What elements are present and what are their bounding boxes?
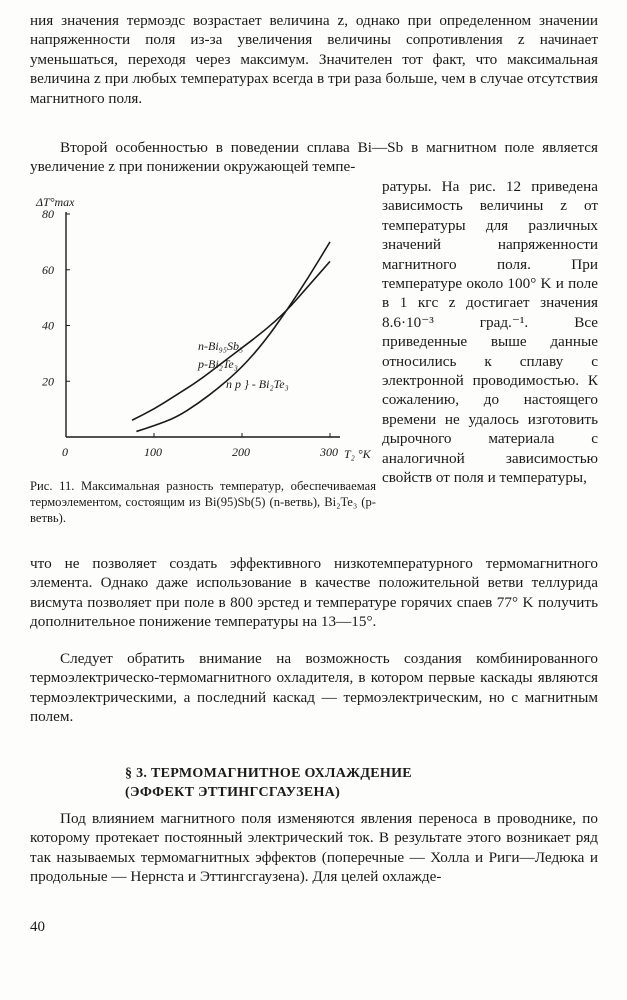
figure-caption xyxy=(30,478,376,526)
figure-11-chart xyxy=(30,192,376,472)
page-number: 40 xyxy=(30,919,45,935)
paragraph-text: ния значения термоэдс возрастает величина z, однако при определенном значении напряженности поля из-за увеличения величины сопротивления z начинает уменьшаться, переходя через максимум. Значителен тот факт, что максимальная величина z при любых температурах всегда в три раза больше, чем в случае отсутствия магнитного поля. xyxy=(30,12,598,107)
x-tick-label: 300 xyxy=(320,445,338,459)
paragraph-text: Второй особенностью в поведении сплава Bi—Sb в магнитном поле является увеличение z при понижении окружающей темпе- xyxy=(30,139,598,176)
caption-text: Рис. 11. Максимальная разность температур, обеспечиваемая термоэлементом, состоящим из Bi(95)Sb(5) (n-ветвь), Bi₂Te₃ (p-ветвь). xyxy=(30,479,376,525)
section-heading xyxy=(125,764,585,802)
series-2-label: n p } - Bi₂Te₃ xyxy=(226,377,289,391)
paragraph-2 xyxy=(30,138,598,177)
x-tick-label: 100 xyxy=(144,445,162,459)
paragraph-1 xyxy=(30,11,598,108)
x-axis-label: T₂ °K xyxy=(344,447,371,461)
y-tick-label: 40 xyxy=(42,318,54,333)
section-heading-line-1: § 3. ТЕРМОМАГНИТНОЕ ОХЛАЖДЕНИЕ xyxy=(125,766,412,781)
paragraph-text: ратуры. На рис. 12 приведена зависимость величины z от температуры для различных значений напряженности магнитного поля. При температуре около 100° K и поле в 1 кгс z достигает значения 8.6·10⁻³ град.⁻¹. Все приведенные выше данные относились к сплаву с электронной проводимостью. К сожалению, до настоящего времени не удалось изготовить дырочного материала с аналогичной зависимостью свойств от поля и температуры, xyxy=(382,178,598,487)
paragraph-text: Следует обратить внимание на возможность создания комбинированного термоэлектрическо-термомагнитного охладителя, в котором первые каскады являются термоэлектрическими, а последний каскад — термоэлектрическим, но с магнитным полем. xyxy=(30,650,598,726)
series-1-label-bottom: p-Bi₂Te₃ xyxy=(198,357,238,371)
x-tick-label: 0 xyxy=(62,445,68,459)
section-heading-line-2: (ЭФФЕКТ ЭТТИНГСГАУЗЕНА) xyxy=(125,785,341,800)
y-axis-label: ΔT°max xyxy=(36,195,75,209)
paragraph-2-right-column xyxy=(382,177,598,488)
y-tick-label: 60 xyxy=(42,262,54,277)
paragraph-text: Под влиянием магнитного поля изменяются явления переноса в проводнике, по которому протекает постоянный электрический ток. В результате этого возникает ряд так называемых термомагнитных эффектов (поперечные — Холла и Риги—Ледюка и продольные — Нернста и Эттингсгаузена). Для целей охлажде- xyxy=(30,810,598,886)
paragraph-5 xyxy=(30,809,598,887)
x-tick-label: 200 xyxy=(232,445,250,459)
y-tick-label: 20 xyxy=(42,374,54,389)
y-tick-label: 80 xyxy=(42,207,54,221)
paragraph-text: что не позволяет создать эффективного низкотемпературного термомагнитного элемента. Однако даже использование в качестве положительной ветви теллурида висмута позволяет при поле в 800 эрстед и температуре горячих спаев 77° K получить дополнительное понижение температуры на 13—15°. xyxy=(30,555,598,631)
paragraph-3 xyxy=(30,554,598,632)
series-2-curve xyxy=(136,242,330,432)
paragraph-4 xyxy=(30,649,598,727)
series-1-label-top: n-Bi₉₅Sb₅ xyxy=(198,339,244,353)
